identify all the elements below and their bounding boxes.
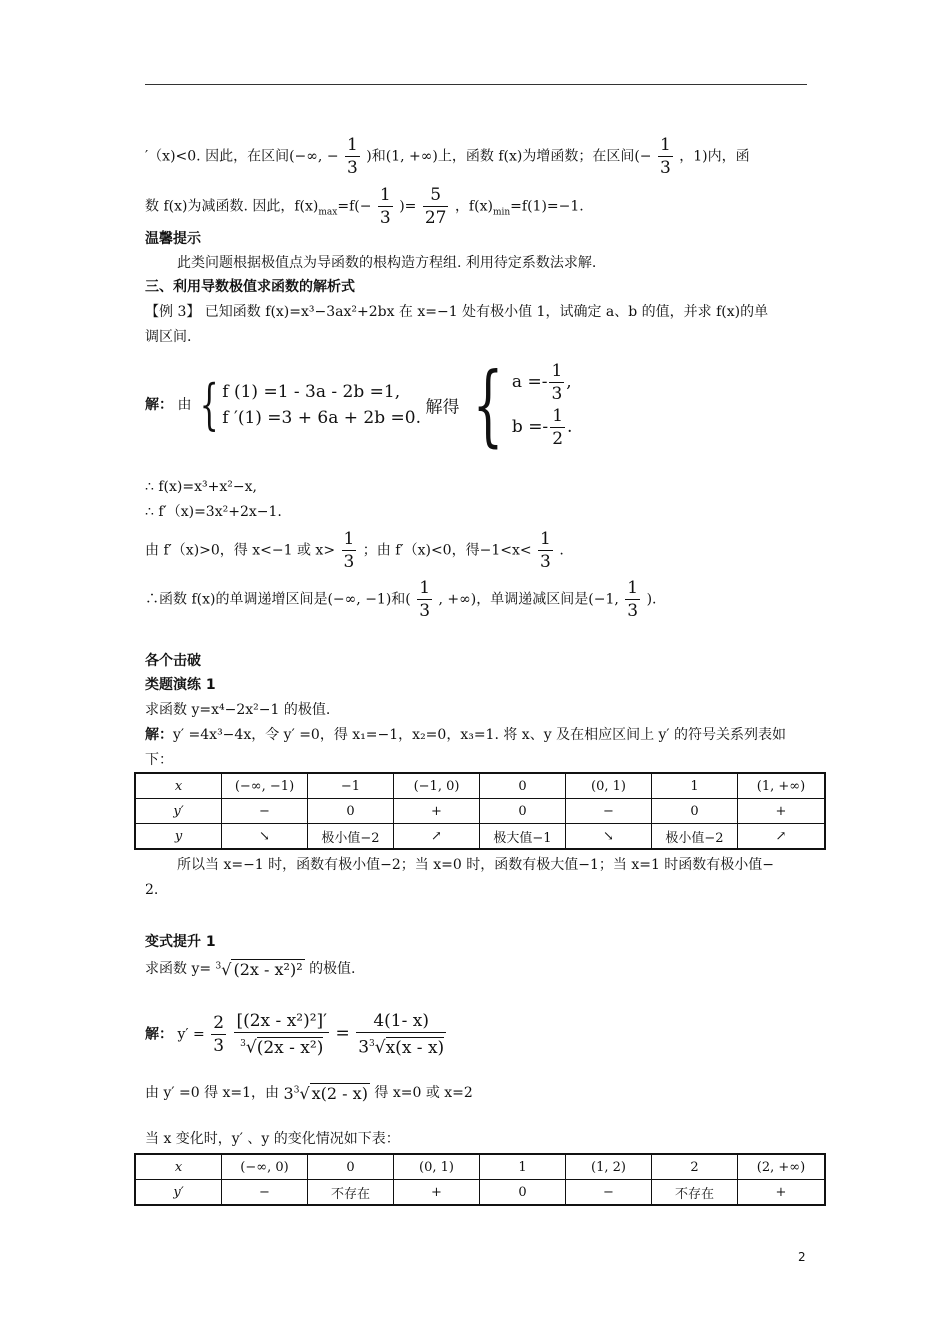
- table-cell: y′: [135, 799, 222, 824]
- variant1-question: [145, 958, 356, 979]
- left-brace: {: [472, 353, 504, 456]
- equation-1: f (1) =1 - 3a - 2b =1,: [222, 382, 401, 402]
- text: ；由 f′（x)<0，得−1<x<: [362, 542, 532, 559]
- table-row: [135, 824, 825, 850]
- text: y′ =4x³−4x，令 y′ =0，得 x₁=−1，x₂=0，x₃=1. 将 x、y 及在相应区间上 y′ 的符号关系列表如: [173, 727, 787, 743]
- table-cell: (−∞, −1): [222, 773, 308, 799]
- section3-heading: 三、利用导数极值求函数的解析式: [145, 279, 355, 295]
- table-cell: 极小值−2: [652, 824, 738, 850]
- table-cell: (0, 1): [394, 1154, 480, 1180]
- practice1-heading: 类题演练 1: [145, 677, 216, 693]
- solution-values: { a =- $\frac{1}{3}$ , b =- $\frac{1}{2}$ .: [472, 353, 573, 456]
- simplified-fraction: $\frac{4(1- x)}{3^3√x(x - x)}$: [358, 1011, 445, 1058]
- table-cell: (2, +∞): [738, 1154, 826, 1180]
- text: 得 x=0 或 x=2: [374, 1085, 473, 1101]
- table-cell: +: [394, 799, 480, 824]
- subscript-max: max: [318, 207, 338, 218]
- tip-text: 此类问题根据极值点为导函数的根构造方程组. 利用待定系数法求解.: [177, 255, 597, 271]
- therefore-1: ∴ f(x)=x³+x²−x,: [145, 479, 257, 495]
- table-cell: 不存在: [308, 1180, 394, 1206]
- text: )=: [399, 198, 417, 215]
- table-cell: x: [135, 773, 222, 799]
- a-equals: a =-: [511, 372, 548, 392]
- text: ，1)内，函: [679, 148, 750, 165]
- variant1-heading: 变式提升 1: [145, 934, 216, 950]
- text: 解得: [425, 397, 460, 418]
- variant1-derivative: 解： y′ = $\frac{2}{3}$ $\frac{\text{[(2x - x²)²]′}}{^3√(2x - x^2)}$ = $\frac{4(1- x)}{3^3√x(x - x)}$: [145, 1011, 445, 1058]
- table-cell: 0: [480, 799, 566, 824]
- table-cell: −: [566, 1180, 652, 1206]
- cube-root: $3^3√$ x(2 - x): [283, 1083, 368, 1103]
- practice1-solution-line1: [145, 725, 786, 745]
- table-cell: (−∞, 0): [222, 1154, 308, 1180]
- text: .: [559, 542, 564, 559]
- text: )和(1, +∞)上，函数 f(x)为增函数；在区间(−: [366, 148, 652, 165]
- text: 由 y′ =0 得 x=1，由: [145, 1085, 280, 1101]
- solution-label: 解：: [145, 727, 173, 743]
- practice1-conclusion-2: 2.: [145, 882, 159, 898]
- table-cell: y′: [135, 1180, 222, 1206]
- table-cell: y: [135, 824, 222, 850]
- para1-line2: [145, 184, 584, 229]
- text: 求函数 y=: [145, 961, 212, 977]
- text: =f(−: [337, 198, 372, 215]
- table-cell: 极大值−1: [480, 824, 566, 850]
- table-cell: +: [738, 1180, 826, 1206]
- text: ′（x)<0. 因此，在区间(−∞, −: [145, 148, 339, 165]
- table-cell: ↗: [738, 824, 826, 850]
- table-cell: +: [394, 1180, 480, 1206]
- subscript-min: min: [492, 207, 511, 218]
- table-cell: 1: [652, 773, 738, 799]
- table-cell: x: [135, 1154, 222, 1180]
- text: 数 f(x)为减函数. 因此，f(x): [145, 198, 319, 215]
- text: ).: [646, 591, 657, 608]
- table-cell: 0: [308, 799, 394, 824]
- fraction-one-third: $\frac{1}{3}$: [659, 135, 671, 178]
- text: y′ =: [177, 1026, 205, 1043]
- table-cell: ↘: [222, 824, 308, 850]
- break-heading: 各个击破: [145, 653, 201, 669]
- table-row: [135, 799, 825, 824]
- text: 由: [177, 397, 192, 413]
- variant1-table: [134, 1153, 826, 1206]
- table-row: [135, 773, 825, 799]
- table-cell: 不存在: [652, 1180, 738, 1206]
- equation-system: [196, 373, 421, 436]
- solution-label: 解：: [145, 397, 173, 413]
- table-cell: 2: [652, 1154, 738, 1180]
- table-cell: (1, +∞): [738, 773, 826, 799]
- derivative-fraction: $\frac{\text{[(2x - x²)²]′}}{^3√(2x - x^2)}$: [236, 1011, 328, 1058]
- header-rule: [145, 84, 807, 85]
- example3-line1: 【例 3】 已知函数 f(x)=x³−3ax²+2bx 在 x=−1 处有极小值 1，试确定 a、b 的值，并求 f(x)的单: [145, 304, 769, 320]
- practice1-solution-line2: 下：: [145, 752, 173, 768]
- practice1-question: 求函数 y=x⁴−2x²−1 的极值.: [145, 702, 331, 718]
- tip-heading: 温馨提示: [145, 231, 201, 247]
- table-cell: (1, 2): [566, 1154, 652, 1180]
- table-cell: 1: [480, 1154, 566, 1180]
- solution-label: 解：: [145, 1026, 173, 1043]
- text: , +∞)，单调递减区间是(−1,: [438, 591, 624, 608]
- fraction-five-27: $\frac{5}{27}$: [424, 185, 447, 228]
- practice1-table: [134, 772, 826, 850]
- variant1-intro: 当 x 变化时，y′ 、y 的变化情况如下表：: [145, 1131, 400, 1147]
- table-cell: (−1, 0): [394, 773, 480, 799]
- table-cell: +: [738, 799, 826, 824]
- mono-line: ∴函数 f(x)的单调递增区间是(−∞, −1)和( $\frac{1}{3}$ , +∞)，单调递减区间是(−1, $\frac{1}{3}$ ).: [145, 578, 657, 621]
- table-cell: 极小值−2: [308, 824, 394, 850]
- text: 的极值.: [309, 961, 356, 977]
- table-cell: −1: [308, 773, 394, 799]
- therefore-2: ∴ f′（x)=3x²+2x−1.: [145, 504, 282, 520]
- text: 由 f′（x)>0，得 x<−1 或 x>: [145, 542, 336, 559]
- page-number: 2: [798, 1250, 806, 1264]
- table-cell: ↗: [394, 824, 480, 850]
- table-cell: 0: [480, 773, 566, 799]
- table-row: [135, 1154, 825, 1180]
- text: ∴函数 f(x)的单调递增区间是(−∞, −1)和(: [145, 591, 411, 608]
- left-brace: {: [199, 373, 219, 436]
- table-cell: 0: [652, 799, 738, 824]
- table-cell: (0, 1): [566, 773, 652, 799]
- b-equals: b =-: [511, 417, 549, 437]
- para1-line1: [145, 134, 750, 179]
- fraction-one-third: $\frac{1}{3}$: [347, 135, 358, 178]
- table-cell: ↘: [566, 824, 652, 850]
- sign-line: 由 f′（x)>0，得 x<−1 或 x> $\frac{1}{3}$ ；由 f′（x)<0，得−1<x< $\frac{1}{3}$ .: [145, 529, 564, 572]
- fraction-one-third: $\frac{1}{3}$: [379, 185, 391, 228]
- cube-root: $^3$√ (2x - x²)²: [215, 959, 303, 979]
- solution-system: [145, 353, 573, 456]
- text: ，f(x): [454, 198, 493, 215]
- example3-line2: 调区间.: [145, 329, 192, 345]
- text: =f(1)=−1.: [510, 198, 584, 215]
- table-cell: 0: [480, 1180, 566, 1206]
- practice1-conclusion-1: 所以当 x=−1 时，函数有极小值−2；当 x=0 时，函数有极大值−1；当 x=1 时函数有极小值−: [177, 857, 775, 873]
- table-cell: −: [222, 799, 308, 824]
- table-cell: 0: [308, 1154, 394, 1180]
- table-cell: −: [566, 799, 652, 824]
- table-cell: −: [222, 1180, 308, 1206]
- table-row: [135, 1180, 825, 1206]
- equation-2: f ′(1) =3 + 6a + 2b =0.: [222, 408, 421, 428]
- variant1-condition: [145, 1082, 473, 1103]
